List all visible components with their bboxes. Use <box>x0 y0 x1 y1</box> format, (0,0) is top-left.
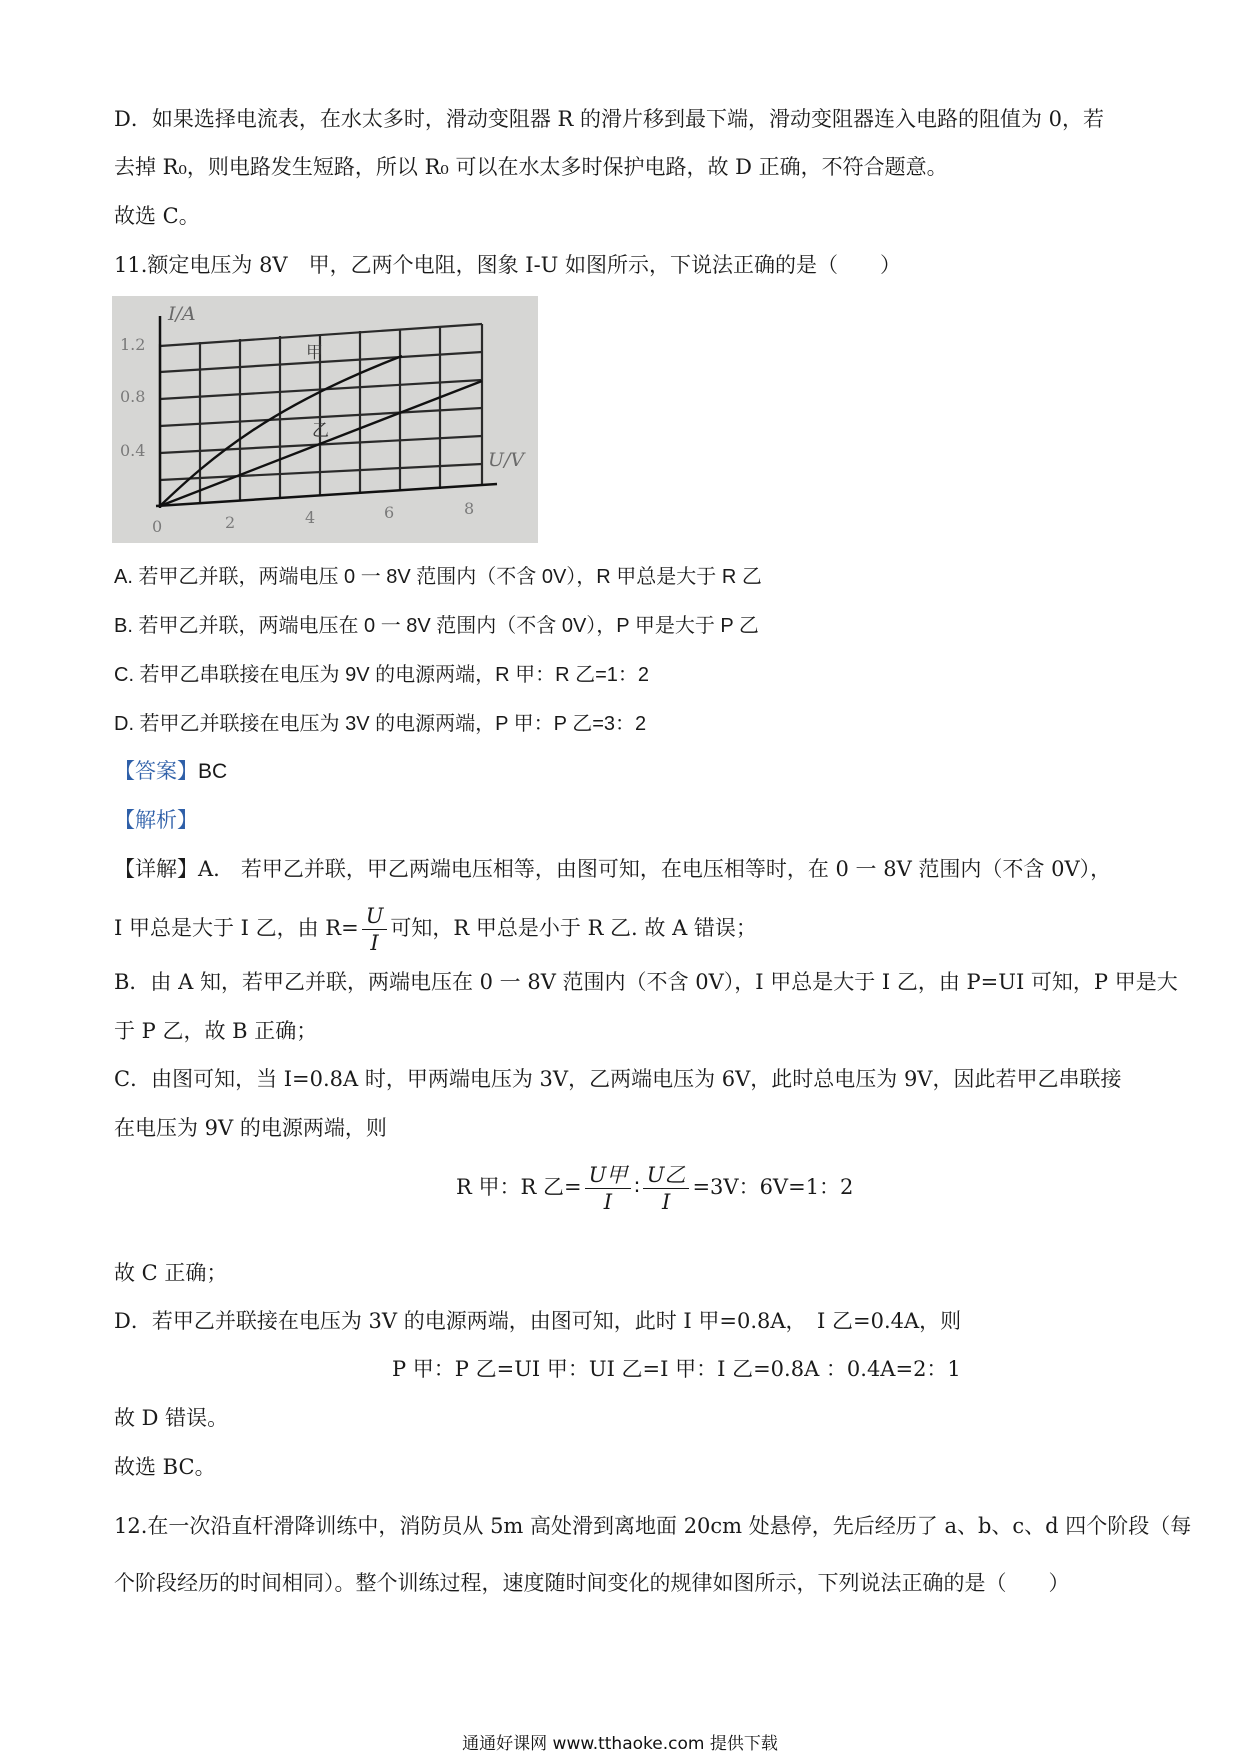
iu-graph-svg <box>112 296 538 543</box>
q11-option-a: A. 若甲乙并联，两端电压 0 一 8V 范围内（不含 0V），R 甲总是大于 R 乙 <box>114 566 762 588</box>
formula-c <box>456 1162 853 1215</box>
detail-a2 <box>114 898 757 958</box>
formula-c-num1: U甲 <box>585 1162 632 1189</box>
prev-d-line1: D．如果选择电流表，在水太多时，滑动变阻器 R 的滑片移到最下端，滑动变阻器连入电路的阻值为 0，若 <box>114 107 1105 131</box>
prev-choice: 故选 C。 <box>114 204 200 228</box>
formula-d: P 甲：P 乙=UI 甲：UI 乙=I 甲：I 乙=0.8A ：0.4A=2：1 <box>392 1357 961 1381</box>
page-footer: 通通好课网 www.tthaoke.com 提供下载 <box>462 1734 778 1754</box>
y-tick-0-4: 0.4 <box>120 441 146 460</box>
detail-d2: 故 D 错误。 <box>114 1406 229 1430</box>
formula-c-frac2 <box>643 1162 690 1215</box>
q11-stem: 11.额定电压为 8V 甲，乙两个电阻，图象 I-U 如图所示，下说法正确的是（ ） <box>114 253 902 277</box>
detail-a1 <box>114 854 1111 884</box>
answer-tag: 【答案】 <box>114 759 198 783</box>
detail-c3: 故 C 正确； <box>114 1261 228 1285</box>
detail-c2: 在电压为 9V 的电源两端，则 <box>114 1116 387 1140</box>
y-tick-1-2: 1.2 <box>120 335 146 354</box>
formula-c-den1: I <box>603 1190 613 1214</box>
formula-c-sep: ∶ <box>634 1175 640 1199</box>
x-tick-8: 8 <box>464 499 475 518</box>
answer-value: BC <box>198 760 228 783</box>
frac-den-i: I <box>370 931 379 955</box>
x-tick-2: 2 <box>225 513 236 532</box>
formula-c-den2: I <box>661 1190 671 1214</box>
detail-a2-pre: I 甲总是大于 I 乙，由 R= <box>114 916 359 940</box>
fraction-u-over-i <box>362 903 388 956</box>
answer-row <box>114 756 227 787</box>
detail-c1: C．由图可知，当 I=0.8A 时，甲两端电压为 3V，乙两端电压为 6V，此时总电压为 9V，因此若甲乙串联接 <box>114 1067 1122 1091</box>
x-tick-0: 0 <box>152 517 163 536</box>
curve-label-yi: 乙 <box>312 421 329 441</box>
formula-c-post: =3V：6V=1：2 <box>692 1175 854 1199</box>
x-tick-6: 6 <box>384 503 395 522</box>
detail-tag: 【详解】 <box>114 857 198 881</box>
y-tick-0-8: 0.8 <box>120 387 146 406</box>
curve-label-jia: 甲 <box>306 343 323 363</box>
y-axis-label: I/A <box>168 303 196 325</box>
frac-num-u: U <box>362 903 388 930</box>
detail-a2-post: 可知，R 甲总是小于 R 乙. 故 A 错误； <box>390 916 757 940</box>
prev-d-line2: 去掉 R₀，则电路发生短路，所以 R₀ 可以在水太多时保护电路，故 D 正确，不符合题意。 <box>114 155 948 179</box>
formula-c-frac1 <box>585 1162 632 1215</box>
detail-a1-text: A. 若甲乙并联，甲乙两端电压相等，由图可知，在电压相等时，在 0 一 8V 范围内（不含 0V）， <box>198 857 1112 881</box>
q11-option-c: C. 若甲乙串联接在电压为 9V 的电源两端，R 甲：R 乙=1：2 <box>114 664 650 686</box>
x-axis-label: U/V <box>488 449 525 471</box>
q11-option-b: B. 若甲乙并联，两端电压在 0 一 8V 范围内（不含 0V），P 甲是大于 P 乙 <box>114 615 759 637</box>
detail-b1: B．由 A 知，若甲乙并联，两端电压在 0 一 8V 范围内（不含 0V），I 甲总是大于 I 乙，由 P=UI 可知，P 甲是大 <box>114 970 1178 994</box>
detail-b2: 于 P 乙，故 B 正确； <box>114 1019 318 1043</box>
q12-line2: 个阶段经历的时间相同）。整个训练过程，速度随时间变化的规律如图所示，下列说法正确的是（ ） <box>114 1571 1070 1595</box>
q11-option-d: D. 若甲乙并联接在电压为 3V 的电源两端，P 甲：P 乙=3：2 <box>114 713 647 735</box>
iu-graph-figure <box>112 296 538 543</box>
detail-d1: D．若甲乙并联接在电压为 3V 的电源两端，由图可知，此时 I 甲=0.8A， I 乙=0.4A，则 <box>114 1309 962 1333</box>
x-tick-4: 4 <box>305 508 316 527</box>
formula-c-pre: R 甲：R 乙= <box>456 1175 582 1199</box>
q12-line1: 12.在一次沿直杆滑降训练中，消防员从 5m 高处滑到离地面 20cm 处悬停，先后经历了 a、b、c、d 四个阶段（每 <box>114 1514 1192 1538</box>
analysis-tag: 【解析】 <box>114 808 198 832</box>
q11-choice: 故选 BC。 <box>114 1455 216 1479</box>
formula-c-num2: U乙 <box>643 1162 690 1189</box>
